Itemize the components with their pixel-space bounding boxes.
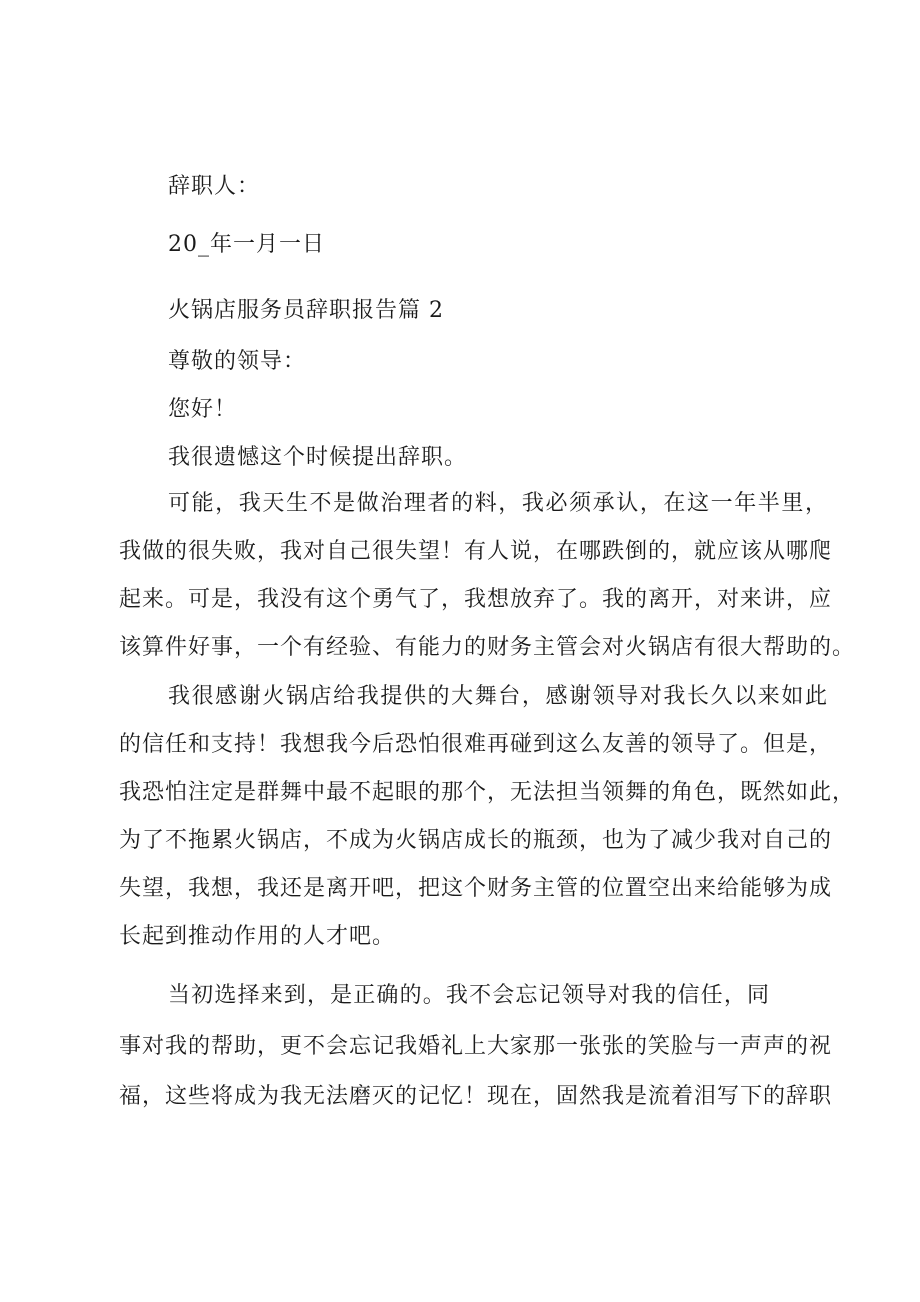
paragraph-line: 我很遗憾这个时候提出辞职。 (168, 445, 468, 470)
paragraph-line: 长起到推动作用的人才吧。 (119, 924, 396, 949)
paragraph-line: 我很感谢火锅店给我提供的大舞台，感谢领导对我长久以来如此 (168, 684, 828, 709)
section-title: 火锅店服务员辞职报告篇 2 (168, 298, 444, 323)
paragraph-line: 我做的很失败，我对自己很失望！有人说，在哪跌倒的，就应该从哪爬 (119, 539, 833, 564)
date-line: 20_年一月一日 (168, 232, 325, 257)
paragraph-line: 当初选择来到，是正确的。我不会忘记领导对我的信任，同 (168, 983, 770, 1008)
salutation: 尊敬的领导： (168, 349, 307, 374)
paragraph-line: 我恐怕注定是群舞中最不起眼的那个，无法担当领舞的角色，既然如此， (119, 780, 856, 805)
greeting: 您好！ (168, 397, 238, 422)
paragraph-line: 为了不拖累火锅店，不成为火锅店成长的瓶颈，也为了减少我对自己的 (119, 828, 833, 853)
paragraph-line: 失望，我想，我还是离开吧，把这个财务主管的位置空出来给能够为成 (119, 876, 833, 901)
paragraph-line: 起来。可是，我没有这个勇气了，我想放弃了。我的离开，对来讲，应 (119, 587, 833, 612)
paragraph-line: 的信任和支持！我想我今后恐怕很难再碰到这么友善的领导了。但是， (119, 732, 833, 757)
paragraph-line: 该算件好事，一个有经验、有能力的财务主管会对火锅店有很大帮助的。 (119, 635, 856, 660)
signature-label: 辞职人： (168, 174, 261, 199)
paragraph-line: 可能，我天生不是做治理者的料，我必须承认，在这一年半里， (168, 491, 828, 516)
paragraph-line: 事对我的帮助，更不会忘记我婚礼上大家那一张张的笑脸与一声声的祝 (119, 1034, 833, 1059)
paragraph-line: 福，这些将成为我无法磨灭的记忆！现在，固然我是流着泪写下的辞职 (119, 1084, 833, 1109)
